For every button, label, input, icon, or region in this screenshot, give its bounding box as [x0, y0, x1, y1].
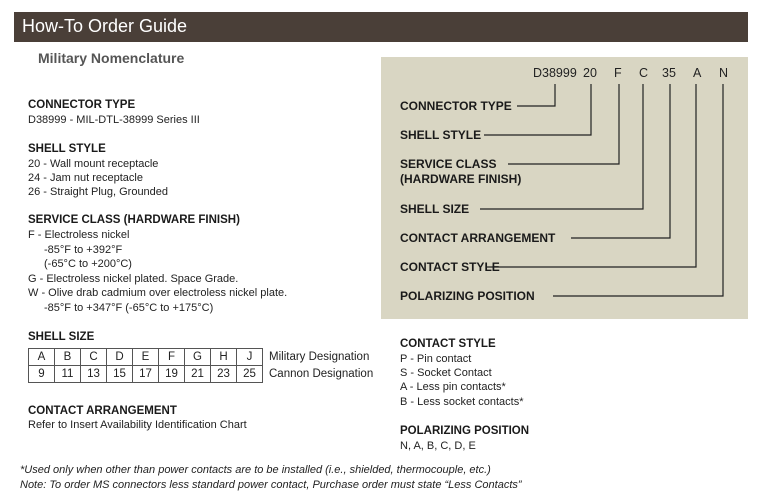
- connector-lines: [381, 57, 748, 319]
- shell-style-line: 20 - Wall mount receptacle: [28, 158, 159, 170]
- shell-style-line: 26 - Straight Plug, Grounded: [28, 186, 169, 198]
- contact-arrangement-heading: CONTACT ARRANGEMENT: [28, 405, 177, 417]
- military-designation-label: Military Designation: [269, 351, 370, 363]
- contact-style-line: B - Less socket contacts*: [400, 396, 524, 408]
- service-class-line: (-65°C to +200°C): [44, 258, 132, 270]
- shell-size-cell: D: [107, 349, 133, 366]
- shell-size-table: [28, 348, 374, 383]
- shell-size-cell: G: [185, 349, 211, 366]
- polarizing-position-text: N, A, B, C, D, E: [400, 440, 476, 452]
- footnote: Note: To order MS connectors less standard power contact, Purchase order must state “Less Contacts”: [20, 479, 522, 491]
- shell-size-cell: 21: [185, 366, 211, 383]
- line-contact-arrangement: [571, 84, 670, 238]
- cannon-designation-label: Cannon Designation: [269, 368, 374, 380]
- diagram-label-polarizing-position: POLARIZING POSITION: [400, 289, 535, 303]
- service-class-line: F - Electroless nickel: [28, 229, 130, 241]
- contact-style-line: S - Socket Contact: [400, 367, 492, 379]
- connector-type-text: D38999 - MIL-DTL-38999 Series III: [28, 114, 200, 126]
- polarizing-position-heading: POLARIZING POSITION: [400, 425, 530, 437]
- shell-size-cell: 19: [159, 366, 185, 383]
- diagram-label-hardware-finish: (HARDWARE FINISH): [400, 172, 522, 186]
- shell-size-cell: E: [133, 349, 159, 366]
- shell-size-cell: 15: [107, 366, 133, 383]
- service-class-line: -85°F to +392°F: [44, 244, 123, 256]
- diagram-label-shell-style: SHELL STYLE: [400, 128, 482, 142]
- shell-size-cell: 9: [29, 366, 55, 383]
- diagram-label-contact-style: CONTACT STYLE: [400, 260, 500, 274]
- shell-style-heading: SHELL STYLE: [28, 143, 106, 155]
- line-service-class: [508, 84, 619, 164]
- code-polarizing-position: N: [719, 66, 729, 80]
- service-class-heading: SERVICE CLASS (HARDWARE FINISH): [28, 214, 240, 226]
- code-service-class: F: [614, 66, 622, 80]
- subtitle: Military Nomenclature: [38, 50, 185, 66]
- cannon-designation-row: [29, 366, 374, 383]
- code-shell-style: 20: [583, 66, 597, 80]
- shell-size-cell: A: [29, 349, 55, 366]
- shell-size-cell: C: [81, 349, 107, 366]
- code-contact-arrangement: 35: [662, 66, 676, 80]
- contact-style-line: A - Less pin contacts*: [400, 381, 506, 393]
- shell-size-cell: B: [55, 349, 81, 366]
- shell-size-cell: F: [159, 349, 185, 366]
- diagram-label-connector-type: CONNECTOR TYPE: [400, 99, 512, 113]
- shell-style-line: 24 - Jam nut receptacle: [28, 172, 143, 184]
- shell-size-cell: 13: [81, 366, 107, 383]
- page-title: How-To Order Guide: [22, 16, 188, 36]
- contact-style-line: P - Pin contact: [400, 353, 472, 365]
- shell-size-cell: 17: [133, 366, 159, 383]
- diagram-label-contact-arrangement: CONTACT ARRANGEMENT: [400, 231, 556, 245]
- service-class-line: W - Olive drab cadmium over electroless nickel plate.: [28, 287, 288, 299]
- contact-style-heading: CONTACT STYLE: [400, 338, 496, 350]
- diagram-label-service-class: SERVICE CLASS: [400, 157, 497, 171]
- shell-size-cell: H: [211, 349, 237, 366]
- military-designation-row: [29, 349, 374, 366]
- shell-size-cell: J: [237, 349, 263, 366]
- service-class-line: G - Electroless nickel plated. Space Grade.: [28, 273, 239, 285]
- shell-size-cell: 11: [55, 366, 81, 383]
- shell-size-cell: 25: [237, 366, 263, 383]
- connector-type-heading: CONNECTOR TYPE: [28, 99, 136, 111]
- code-connector-type: D38999: [533, 66, 577, 80]
- line-polarizing-position: [553, 84, 723, 296]
- shell-size-heading: SHELL SIZE: [28, 331, 95, 343]
- code-shell-size: C: [639, 66, 649, 80]
- footnote: *Used only when other than power contacts are to be installed (i.e., shielded, thermocouple, etc.): [20, 464, 491, 476]
- shell-size-cell: 23: [211, 366, 237, 383]
- service-class-line: -85°F to +347°F (-65°C to +175°C): [44, 302, 214, 314]
- line-connector-type: [517, 84, 555, 106]
- header-bar: [14, 12, 748, 42]
- code-contact-style: A: [693, 66, 702, 80]
- diagram-label-shell-size: SHELL SIZE: [400, 202, 470, 216]
- contact-arrangement-text: Refer to Insert Availability Identification Chart: [28, 419, 247, 431]
